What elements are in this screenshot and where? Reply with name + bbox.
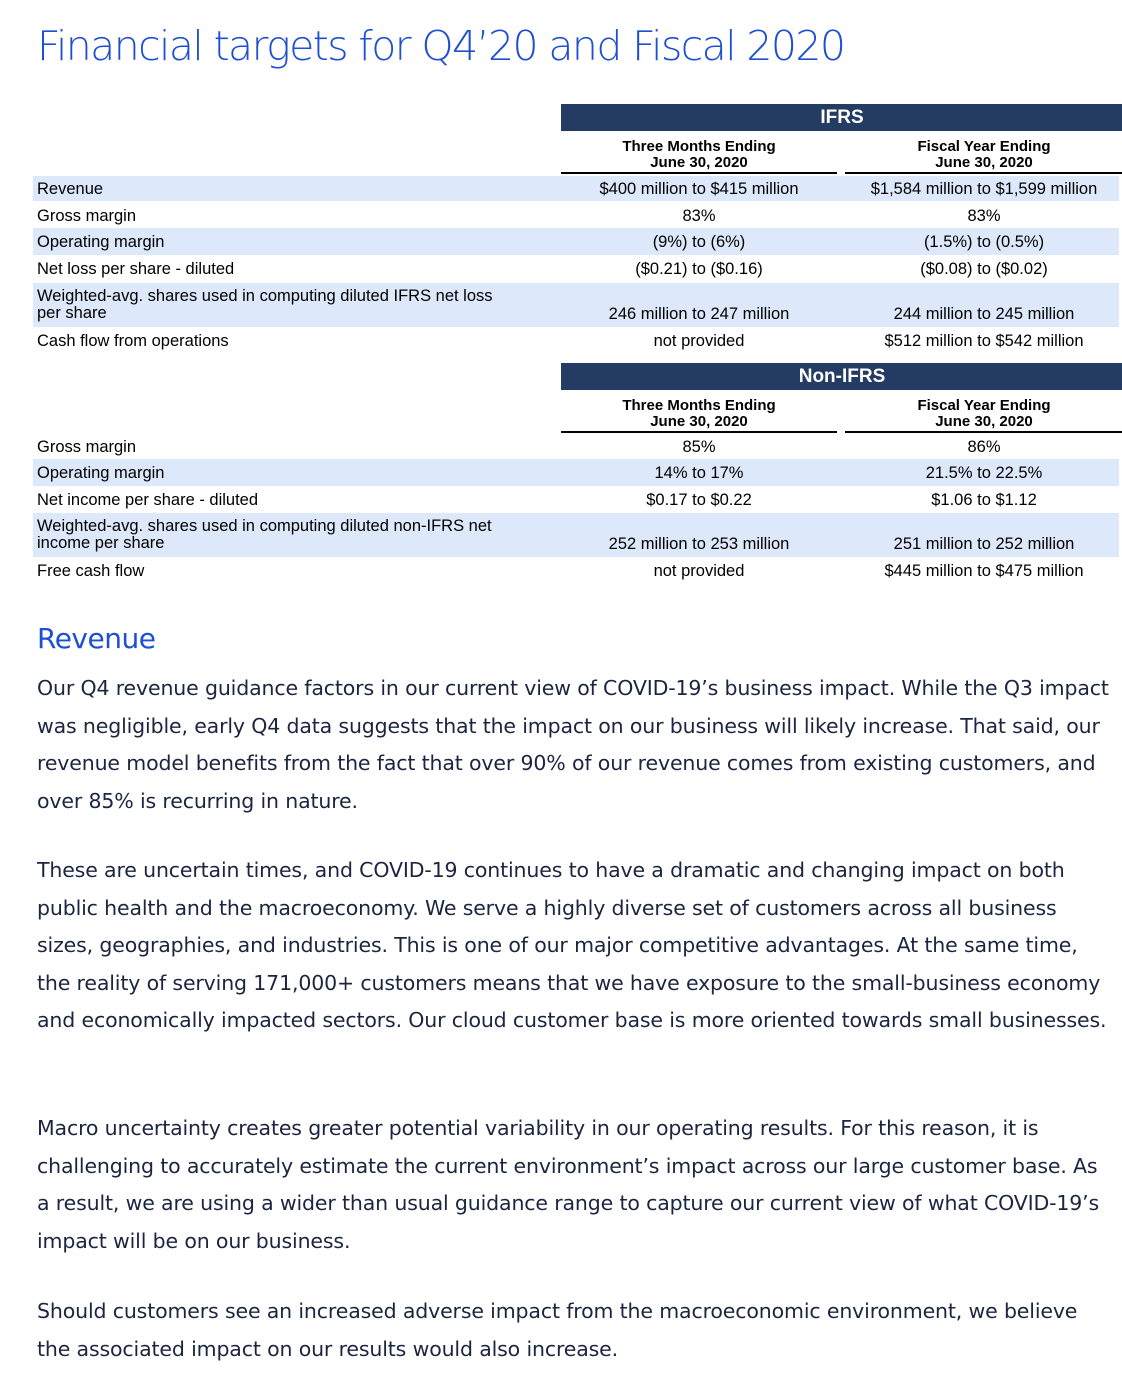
column-header-line: Fiscal Year Ending xyxy=(917,397,1051,414)
ifrs-column-three-months xyxy=(561,139,837,174)
table-row xyxy=(33,327,1119,354)
ifrs-band-header: IFRS xyxy=(561,104,1122,131)
row-label-line: income per share xyxy=(37,534,165,552)
table-row xyxy=(33,202,1119,228)
table-row xyxy=(33,433,1119,459)
row-label: Cash flow from operations xyxy=(37,332,229,350)
non-ifrs-column-fiscal-year xyxy=(845,398,1122,433)
row-value-three-months: 252 million to 253 million xyxy=(608,535,790,553)
non-ifrs-column-three-months xyxy=(561,398,837,433)
row-label: Operating margin xyxy=(37,233,165,251)
row-label-line: per share xyxy=(37,304,107,322)
table-row xyxy=(33,513,1119,557)
row-label: Gross margin xyxy=(37,207,137,225)
revenue-paragraph: Our Q4 revenue guidance factors in our current view of COVID-19’s business impact. While the Q3 impact was negligible, early Q4 data suggests that the impact on our business will likely increase. That said, our revenue model benefits from the fact that over 90% of our revenue comes from existing customers, and over 85% is recurring in nature. xyxy=(37,676,1109,813)
revenue-heading: Revenue xyxy=(37,622,156,655)
column-header-line: June 30, 2020 xyxy=(650,413,748,430)
row-value-fiscal-year: (1.5%) to (0.5%) xyxy=(923,233,1045,251)
table-row xyxy=(33,486,1119,512)
revenue-paragraph: Macro uncertainty creates greater potential variability in our operating results. For this reason, it is challenging to accurately estimate the current environment’s impact across our large customer base. As a result, we are using a wider than usual guidance range to capture our current view of what COVID-19’s impact will be on our business. xyxy=(37,1116,1100,1253)
row-value-three-months: not provided xyxy=(653,332,745,350)
table-row xyxy=(33,255,1119,281)
row-value-fiscal-year: $512 million to $542 million xyxy=(884,332,1084,350)
table-row xyxy=(33,557,1119,584)
row-label-line: Weighted-avg. shares used in computing diluted IFRS net loss xyxy=(37,287,493,305)
row-value-three-months: $0.17 to $0.22 xyxy=(646,491,752,509)
row-value-fiscal-year: $1,584 million to $1,599 million xyxy=(870,180,1098,198)
row-value-three-months: 83% xyxy=(682,207,716,225)
row-value-fiscal-year: $445 million to $475 million xyxy=(884,562,1084,580)
row-value-fiscal-year: ($0.08) to ($0.02) xyxy=(920,260,1048,278)
row-value-fiscal-year: 244 million to 245 million xyxy=(893,305,1075,323)
column-header-line: Three Months Ending xyxy=(622,138,776,155)
row-label: Revenue xyxy=(37,180,104,198)
row-value-three-months: 85% xyxy=(682,438,716,456)
revenue-paragraph: Should customers see an increased adverse impact from the macroeconomic environment, we believe the associated impact on our results would also increase. xyxy=(37,1299,1078,1361)
column-header-line: June 30, 2020 xyxy=(935,154,1033,171)
row-label: Operating margin xyxy=(37,464,165,482)
row-value-three-months: ($0.21) to ($0.16) xyxy=(635,260,763,278)
row-label: Net income per share - diluted xyxy=(37,491,259,509)
row-label: Net loss per share - diluted xyxy=(37,260,235,278)
row-label: Gross margin xyxy=(37,438,137,456)
row-value-three-months: $400 million to $415 million xyxy=(599,180,799,198)
row-value-three-months: not provided xyxy=(653,562,745,580)
row-value-three-months: 14% to 17% xyxy=(654,464,744,482)
row-label xyxy=(37,518,492,552)
row-label xyxy=(37,288,493,322)
table-row xyxy=(33,459,1119,486)
table-row xyxy=(33,228,1119,255)
non-ifrs-band-header: Non-IFRS xyxy=(561,363,1122,390)
row-label-line: Weighted-avg. shares used in computing diluted non-IFRS net xyxy=(37,517,492,535)
table-row xyxy=(33,283,1119,327)
row-value-fiscal-year: $1.06 to $1.12 xyxy=(931,491,1037,509)
row-value-three-months: 246 million to 247 million xyxy=(608,305,790,323)
row-value-fiscal-year: 21.5% to 22.5% xyxy=(925,464,1043,482)
row-value-fiscal-year: 86% xyxy=(967,438,1001,456)
row-label: Free cash flow xyxy=(37,562,145,580)
row-value-fiscal-year: 251 million to 252 million xyxy=(893,535,1075,553)
column-header-line: June 30, 2020 xyxy=(650,154,748,171)
column-header-line: June 30, 2020 xyxy=(935,413,1033,430)
revenue-paragraph: These are uncertain times, and COVID-19 continues to have a dramatic and changing impact on both public health and the macroeconomy. We serve a highly diverse set of customers across all business sizes, geographies, and industries. This is one of our major competitive advantages. At the same time, the reality of serving 171,000+ customers means that we have exposure to the small-business economy and economically impacted sectors. Our cloud customer base is more oriented towards small businesses. xyxy=(37,858,1107,1032)
page-title: Financial targets for Q4’20 and Fiscal 2020 xyxy=(37,22,845,70)
column-header-line: Three Months Ending xyxy=(622,397,776,414)
column-header-line: Fiscal Year Ending xyxy=(917,138,1051,155)
row-value-three-months: (9%) to (6%) xyxy=(652,233,746,251)
ifrs-column-fiscal-year xyxy=(845,139,1122,174)
row-value-fiscal-year: 83% xyxy=(967,207,1001,225)
table-row xyxy=(33,176,1119,201)
